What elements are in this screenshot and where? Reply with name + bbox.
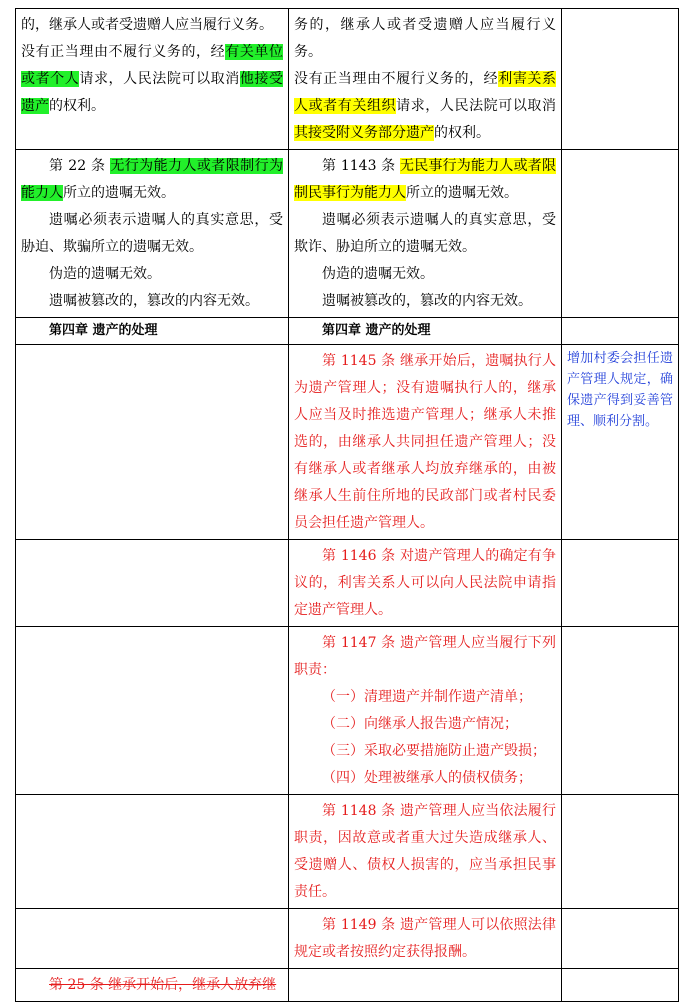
table-row	[16, 969, 679, 1002]
new-article: 第 1146 条 对遗产管理人的确定有争议的，利害关系人可以向人民法院申请指定遗产管理人。	[294, 548, 556, 618]
new-law-cell	[289, 318, 562, 345]
new-law-cell	[289, 909, 562, 969]
new-law-cell	[289, 627, 562, 795]
text-span: 请求，人民法院可以取消	[396, 98, 557, 114]
old-law-cell	[16, 318, 289, 345]
table-row	[16, 627, 679, 795]
new-law-cell	[289, 9, 562, 150]
comparison-table	[15, 8, 679, 1002]
text-span: 没有正当理由不履行义务的，经	[21, 44, 226, 60]
highlight-green: 有关单位或者个人	[21, 44, 283, 87]
old-law-cell	[16, 909, 289, 969]
change-note: 增加村委会担任遗产管理人规定，确保遗产得到妥善管理、顺利分割。	[567, 351, 673, 429]
new-text-paragraph: 遗嘱必须表示遗嘱人的真实意思，受欺诈、胁迫所立的遗嘱无效。	[294, 212, 556, 255]
note-cell	[562, 909, 679, 969]
old-text-paragraph	[21, 39, 283, 120]
chapter-heading: 第四章 遗产的处理	[322, 323, 431, 338]
new-article: 第 1147 条 遗产管理人应当履行下列职责：	[294, 635, 556, 678]
new-article: 第 1148 条 遗产管理人应当依法履行职责，因故意或者重大过失造成继承人、受遗赠人、债权人损害的，应当承担民事责任。	[294, 803, 556, 900]
article-number: 第 1143 条	[322, 158, 396, 174]
highlight-green: 他接受遗产	[21, 71, 284, 114]
text-span: 所立的遗嘱无效。	[406, 185, 518, 201]
note-cell	[562, 345, 679, 540]
new-article: 第 1149 条 遗产管理人可以依照法律规定或者按照约定获得报酬。	[294, 917, 556, 960]
new-text-line: 务的，继承人或者受遗赠人应当履行义务。	[294, 17, 556, 60]
new-text-paragraph: 遗嘱被篡改的，篡改的内容无效。	[322, 293, 532, 309]
table-row	[16, 345, 679, 540]
list-item: （二）向继承人报告遗产情况；	[322, 716, 518, 732]
old-text-paragraph: 遗嘱被篡改的，篡改的内容无效。	[49, 293, 259, 309]
new-law-cell	[289, 969, 562, 1002]
highlight-yellow: 其接受附义务部分遗产	[294, 125, 434, 141]
note-cell	[562, 627, 679, 795]
text-span: 的权利。	[434, 125, 490, 141]
old-law-cell	[16, 969, 289, 1002]
old-law-cell	[16, 150, 289, 318]
text-span: 没有正当理由不履行义务的，经	[294, 71, 499, 87]
article-number: 第 22 条	[49, 158, 106, 174]
old-text-paragraph: 遗嘱必须表示遗嘱人的真实意思，受胁迫、欺骗所立的遗嘱无效。	[21, 212, 283, 255]
old-law-cell	[16, 345, 289, 540]
old-text-line: 的，继承人或者受遗赠人应当履行义务。	[21, 17, 273, 33]
note-cell	[562, 969, 679, 1002]
chapter-heading: 第四章 遗产的处理	[49, 323, 158, 338]
table-row	[16, 150, 679, 318]
list-item: （三）采取必要措施防止遗产毁损；	[322, 743, 546, 759]
new-law-cell	[289, 540, 562, 627]
table-row	[16, 909, 679, 969]
deleted-article: 第 25 条 继承开始后，继承人放弃继	[49, 977, 277, 993]
table-row	[16, 9, 679, 150]
old-article	[21, 153, 283, 207]
new-article: 第 1145 条 继承开始后，遗嘱执行人为遗产管理人；没有遗嘱执行人的，继承人应当及时推选遗产管理人；继承人未推选的，由继承人共同担任遗产管理人；没有继承人或者继承人均放弃继承的，由被继承人生前住所地的民政部门或者村民委员会担任遗产管理人。	[294, 353, 556, 531]
text-span: 所立的遗嘱无效。	[63, 185, 175, 201]
text-span: 的权利。	[49, 98, 105, 114]
note-cell	[562, 150, 679, 318]
old-law-cell	[16, 9, 289, 150]
note-cell	[562, 318, 679, 345]
new-law-cell	[289, 150, 562, 318]
list-item: （一）清理遗产并制作遗产清单；	[322, 689, 532, 705]
table-row	[16, 795, 679, 909]
old-text-paragraph: 伪造的遗嘱无效。	[49, 266, 161, 282]
chapter-heading-row	[16, 318, 679, 345]
old-law-cell	[16, 627, 289, 795]
note-cell	[562, 795, 679, 909]
new-article	[294, 153, 556, 207]
table-row	[16, 540, 679, 627]
new-text-paragraph: 伪造的遗嘱无效。	[322, 266, 434, 282]
old-law-cell	[16, 795, 289, 909]
highlight-green: 无行为能力人或者限制行为能力人	[21, 158, 284, 201]
new-text-paragraph	[294, 66, 556, 147]
highlight-yellow: 无民事行为能力人或者限制民事行为能力人	[294, 158, 557, 201]
new-law-cell	[289, 795, 562, 909]
text-span: 请求，人民法院可以取消	[79, 71, 240, 87]
note-cell	[562, 540, 679, 627]
note-cell	[562, 9, 679, 150]
list-item: （四）处理被继承人的债权债务；	[322, 770, 532, 786]
old-law-cell	[16, 540, 289, 627]
new-law-cell	[289, 345, 562, 540]
highlight-yellow: 利害关系人或者有关组织	[294, 71, 556, 114]
